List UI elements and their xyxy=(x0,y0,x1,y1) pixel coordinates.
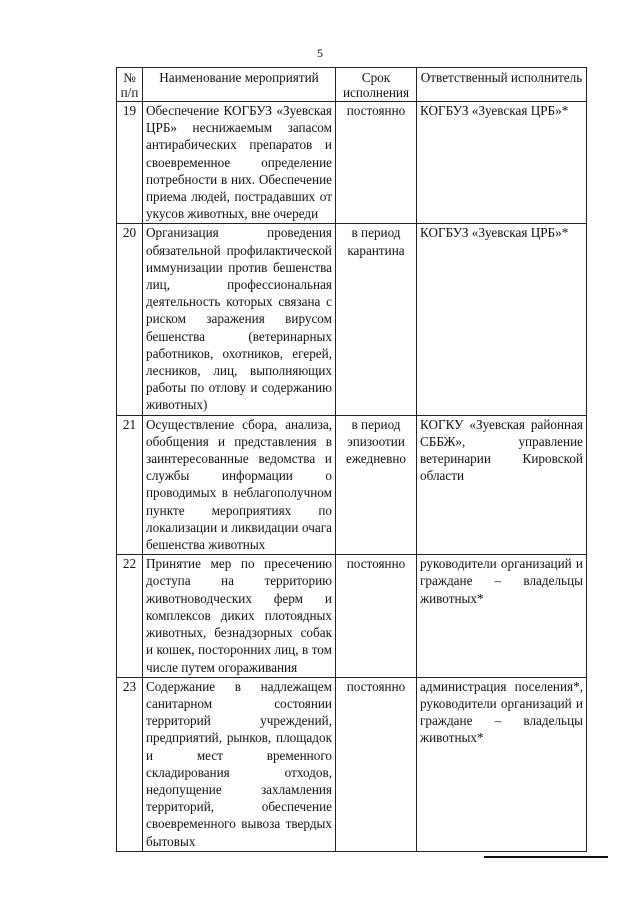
measure-responsible: администрация поселения*, руководители организаций и граждане – владельцы животных* xyxy=(417,677,587,851)
bottom-rule xyxy=(484,856,608,858)
measures-table xyxy=(116,67,587,852)
measure-responsible: КОГКУ «Зуевская районная СББЖ», управление ветеринарии Кировской области xyxy=(417,415,587,555)
measure-responsible: руководители организаций и граждане – владельцы животных* xyxy=(417,555,587,677)
measure-responsible: КОГБУЗ «Зуевская ЦРБ»* xyxy=(417,224,587,415)
table-row xyxy=(117,415,587,555)
measure-name: Организация проведения обязательной профилактической иммунизации против бешенства лиц, профессиональная деятельность которых связана с риском заражения вирусом бешенства (ветеринарных работников, охотников, егерей, лесников, лиц, выполняющих работы по отлову и содержанию животных) xyxy=(143,224,336,415)
header-term: Срок исполнения xyxy=(336,68,417,102)
table-header-row xyxy=(117,68,587,102)
table-row xyxy=(117,102,587,224)
row-number: 19 xyxy=(117,102,143,224)
page-number: 5 xyxy=(317,46,323,60)
row-number: 20 xyxy=(117,224,143,415)
table-row xyxy=(117,555,587,677)
measure-term: постоянно xyxy=(336,555,417,677)
table-row xyxy=(117,224,587,415)
measure-name: Содержание в надлежащем санитарном состоянии территорий учреждений, предприятий, рынков, площадок и мест временного складирования отходов, недопущение захламления территорий, обеспечение своевременного вывоза твердых бытовых xyxy=(143,677,336,851)
measure-term: в период эпизоотии ежедневно xyxy=(336,415,417,555)
row-number: 22 xyxy=(117,555,143,677)
measure-responsible: КОГБУЗ «Зуевская ЦРБ»* xyxy=(417,102,587,224)
row-number: 23 xyxy=(117,677,143,851)
header-num: № п/п xyxy=(117,68,143,102)
header-name: Наименование мероприятий xyxy=(143,68,336,102)
measure-name: Принятие мер по пресечению доступа на территорию животноводческих ферм и комплексов диких плотоядных животных, безнадзорных собак и кошек, посторонних лиц, в том числе путем огораживания xyxy=(143,555,336,677)
measure-name: Обеспечение КОГБУЗ «Зуевская ЦРБ» неснижаемым запасом антирабических препаратов и своевременное определение потребности в них. Обеспечение приема людей, пострадавших от укусов животных, вне очереди xyxy=(143,102,336,224)
measure-term: постоянно xyxy=(336,677,417,851)
header-responsible: Ответственный исполнитель xyxy=(417,68,587,102)
measure-name: Осуществление сбора, анализа, обобщения и представления в заинтересованные ведомства и службы информации о проводимых в неблагополучном пункте мероприятиях по локализации и ликвидации очага бешенства животных xyxy=(143,415,336,555)
measure-term: постоянно xyxy=(336,102,417,224)
measure-term: в период карантина xyxy=(336,224,417,415)
table-row xyxy=(117,677,587,851)
row-number: 21 xyxy=(117,415,143,555)
